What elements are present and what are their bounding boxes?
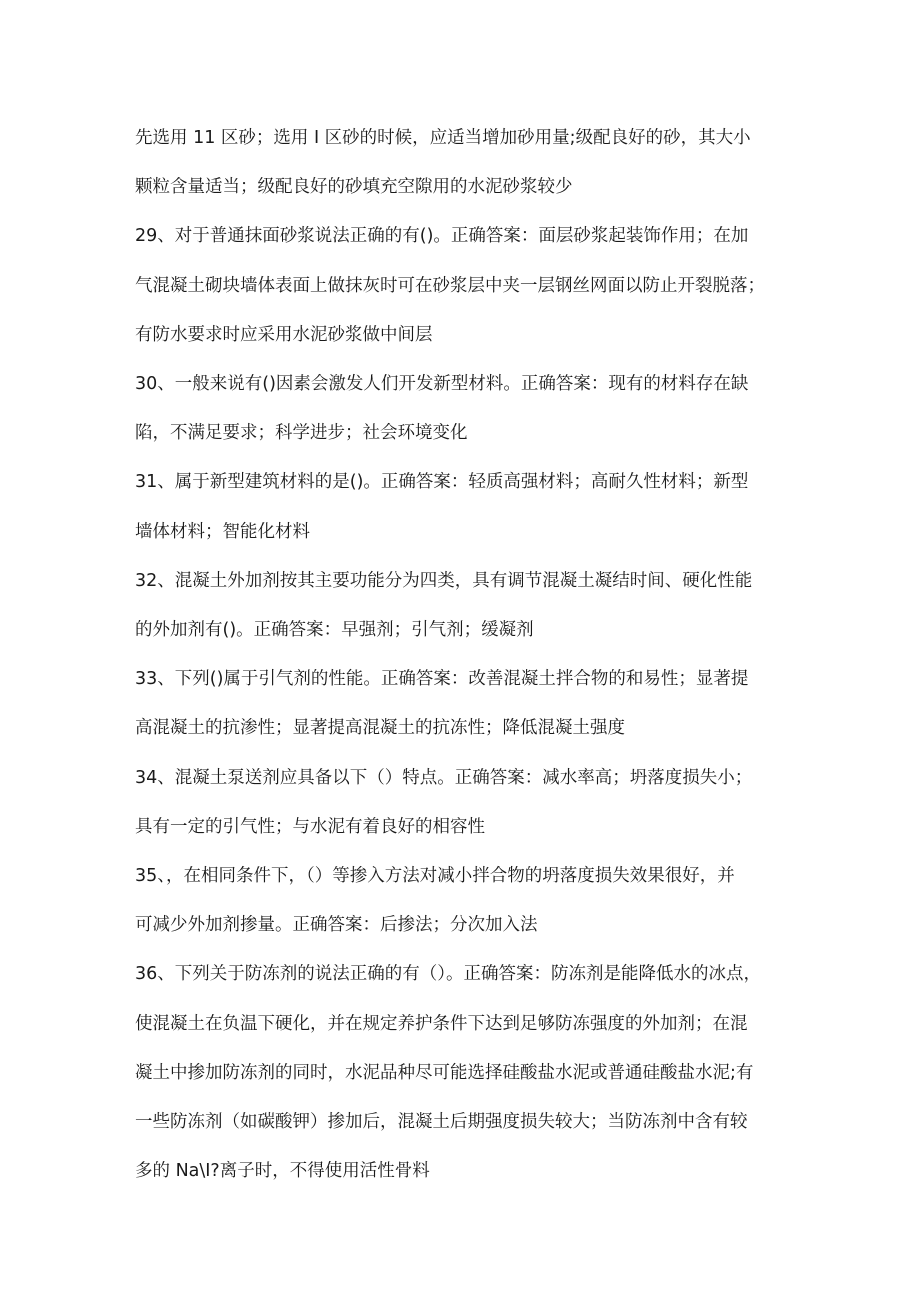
text-line: 33、下列()属于引气剂的性能。正确答案：改善混凝土拌合物的和易性；显著提: [135, 669, 749, 690]
text-line: 具有一定的引气性；与水泥有着良好的相容性: [135, 816, 485, 837]
text-line: 颗粒含量适当；级配良好的砂填充空隙用的水泥砂浆较少: [135, 177, 573, 198]
text-line: 陷，不满足要求；科学进步；社会环境变化: [135, 423, 468, 444]
question-30: [135, 360, 805, 458]
question-29: [135, 212, 805, 360]
text-line: 墙体材料；智能化材料: [135, 521, 310, 542]
text-line: 使混凝土在负温下硬化，并在规定养护条件下达到足够防冻强度的外加剂；在混: [135, 1013, 748, 1034]
text-line: 一些防冻剂（如碳酸钾）掺加后，混凝土后期强度损失较大；当防冻剂中含有较: [135, 1112, 748, 1133]
question-31: [135, 458, 805, 556]
text-line: 30、一般来说有()因素会激发人们开发新型材料。正确答案：现有的材料存在缺: [135, 374, 749, 395]
text-line: 多的 Na\I?离子时，不得使用活性骨料: [135, 1161, 430, 1182]
text-line: 的外加剂有()。正确答案：早强剂；引气剂；缓凝剂: [135, 620, 534, 641]
text-line: 高混凝土的抗渗性；显著提高混凝土的抗冻性；降低混凝土强度: [135, 718, 625, 739]
text-line: 可减少外加剂掺量。正确答案：后掺法；分次加入法: [135, 915, 538, 936]
question-35: [135, 852, 805, 950]
question-32: [135, 557, 805, 655]
question-36: [135, 950, 805, 1196]
text-line: 先选用 11 区砂；选用 I 区砂的时候，应适当增加砂用量;级配良好的砂，其大小: [135, 128, 751, 148]
question-33: [135, 655, 805, 753]
text-line: 36、下列关于防冻剂的说法正确的有（）。正确答案：防冻剂是能降低水的冰点，: [135, 964, 762, 985]
text-line: 29、对于普通抹面砂浆说法正确的有()。正确答案：面层砂浆起装饰作用；在加: [135, 226, 749, 247]
text-line: 35、，在相同条件下，（）等掺入方法对减小拌合物的坍落度损失效果很好，并: [135, 866, 735, 887]
document-page: [135, 114, 805, 1196]
paragraph-sand-grading: [135, 114, 805, 212]
text-line: 32、混凝土外加剂按其主要功能分为四类，具有调节混凝土凝结时间、硬化性能: [135, 570, 753, 591]
text-line: 31、属于新型建筑材料的是()。正确答案：轻质高强材料；高耐久性材料；新型: [135, 472, 749, 493]
question-34: [135, 754, 805, 852]
text-line: 34、混凝土泵送剂应具备以下（）特点。正确答案：减水率高；坍落度损失小；: [135, 767, 753, 788]
text-line: 气混凝土砌块墙体表面上做抹灰时可在砂浆层中夹一层钢丝网面以防止开裂脱落；: [135, 275, 765, 296]
text-line: 凝土中掺加防冻剂的同时，水泥品种尽可能选择硅酸盐水泥或普通硅酸盐水泥;有: [135, 1062, 754, 1083]
text-line: 有防水要求时应采用水泥砂浆做中间层: [135, 324, 433, 345]
